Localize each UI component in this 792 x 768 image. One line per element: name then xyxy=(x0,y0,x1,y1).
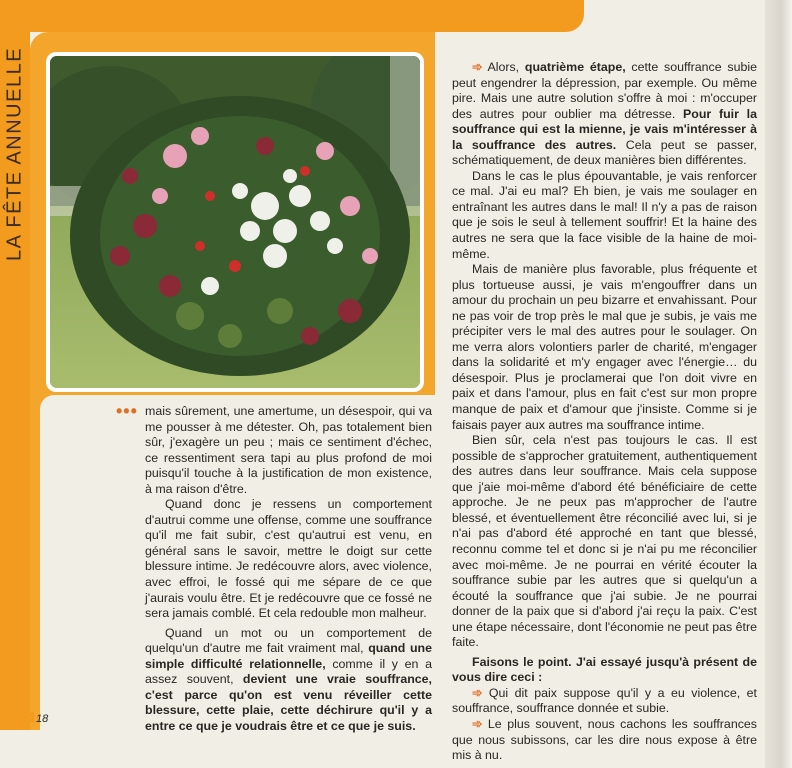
text-run: comme il y en a assez souvent, xyxy=(145,656,432,687)
page-number: 18 xyxy=(36,713,49,725)
paragraph xyxy=(452,717,757,764)
arrow-icon: ➾ xyxy=(472,60,483,74)
bold-run: quatrième étape, xyxy=(524,60,626,74)
bold-run: Faisons le point. J'ai essayé jusqu'à présent de vous dire ceci : xyxy=(452,654,757,685)
paragraph: Mais de manière plus favorable, plus fréquente et plus tortueuse aussi, je vais m'engouffrer dans un amour du prochain un peu bizarre et envahissant. Pour ne pas voir de trop près le mal que je subis, je vais me précipiter vers le mal des autres pour le soulager. On me verra alors volontiers parler de charité, m'engager dans la solidarité et m'y engager avec l'énergie… du désespoir. Plus je proclamerai que l'on doit vivre en paix et dans l'amour, plus en fait c'est sur mon propre manque de paix et d'amour que j'insiste. Comme si je faisais payer aux autres ma souffrance intime. xyxy=(452,262,757,432)
paragraph: mais sûrement, une amertume, un désespoir, qui va me pousser à me détester. Oh, pas totalement bien sûr, j'exagère un peu ; mais ce sentiment d'échec, ce ressentiment sera tapi au plus profond de moi puisqu'il touche à la justification de mon existence, à ma raison d'être. xyxy=(145,404,432,496)
bold-run: quand une simple difficulté relationnelle, xyxy=(145,641,433,671)
paragraph: Quand donc je ressens un comportement d'autrui comme une offense, comme une souffrance qu'il me fait subir, c'est qu'autrui est venu, en général sans le savoir, mettre le doigt sur cette blessure intime. Je redécouvre alors, avec violence, avec effroi, le fossé qui me sépare de ce que j'aurais voulu être. Et je redécouvre que ce fossé ne sera jamais comblé. Et cela redouble mon malheur. xyxy=(145,497,432,621)
orange-top-band xyxy=(0,0,584,32)
summary-heading xyxy=(452,655,757,686)
arrow-icon: ➾ xyxy=(472,685,483,700)
text-run: cette souffrance subie peut engendrer la dépression, par exemple. Ou même pire. Mais une autre solution s'offre à moi : m'occuper des autres pour oublier ma détresse. xyxy=(452,60,757,121)
paragraph xyxy=(452,60,757,169)
right-text-column xyxy=(452,60,757,764)
continuation-marker: ••• xyxy=(116,401,138,421)
left-text-column xyxy=(145,404,432,734)
paragraph: Bien sûr, cela n'est pas toujours le cas. Il est possible de s'approcher gratuitement, authentiquement des autres dans leur souffrance. Mais cela suppose que j'aie moi-même d'abord été bénéficiaire de cette approche. Je ne peux pas m'approcher de l'autre blessé, et éventuellement être réconcilié avec lui, si je n'ai pas d'abord été approché en tant que blessé, reconnu comme tel et donc si je n'ai pu me réconcilier avec moi-même. Je ne pourrai en vérité écouter la souffrance subie par les autres que si quelqu'un a écouté la souffrance que j'ai subie. Je ne pourrai donner de la paix que si d'abord j'ai reçu la paix. C'est une étape nécessaire, dont l'économie ne peut pas être faite. xyxy=(452,433,757,650)
text-run: Alors, xyxy=(482,60,525,74)
side-title: LA FÊTE ANNUELLE xyxy=(3,46,26,262)
bold-run: devient une vraie souffrance, c'est parce qu'on est venu réveiller cette blessure, cette plaie, cette déchirure qu'il y a entre ce que je voudrais être et ce que je suis. xyxy=(145,672,432,733)
text-run: Quand un mot ou un comportement de quelqu'un d'autre me fait vraiment mal, xyxy=(145,625,432,656)
text-run: Le plus souvent, nous cachons les souffrances que nous subissons, car les dire nous expose à être mis à nu. xyxy=(452,716,757,763)
paragraph xyxy=(145,626,432,735)
bold-run: Pour fuir la souffrance qui est la mienne, je vais m'intéresser à la souffrance des autres. xyxy=(452,106,758,152)
arrow-icon: ➾ xyxy=(472,716,483,731)
text-run: Qui dit paix suppose qu'il y a eu violence, et souffrance, souffrance donnée et subie. xyxy=(452,685,757,716)
paragraph: Dans le cas le plus épouvantable, je vais renforcer ce mal. J'ai eu mal? Eh bien, je vais me soulager en entraînant les autres dans le mal! Il n'y a pas de raison que je sois le seul à tellement souffrir! Et la haine des autres ne sera que la face visible de la haine de moi-même. xyxy=(452,168,757,261)
flower-bush-photo xyxy=(50,56,420,388)
paragraph xyxy=(452,686,757,717)
text-run: Cela peut se passer, schématiquement, de deux manières bien différentes. xyxy=(452,137,757,168)
book-gutter xyxy=(765,0,792,768)
photo-frame xyxy=(46,52,424,392)
